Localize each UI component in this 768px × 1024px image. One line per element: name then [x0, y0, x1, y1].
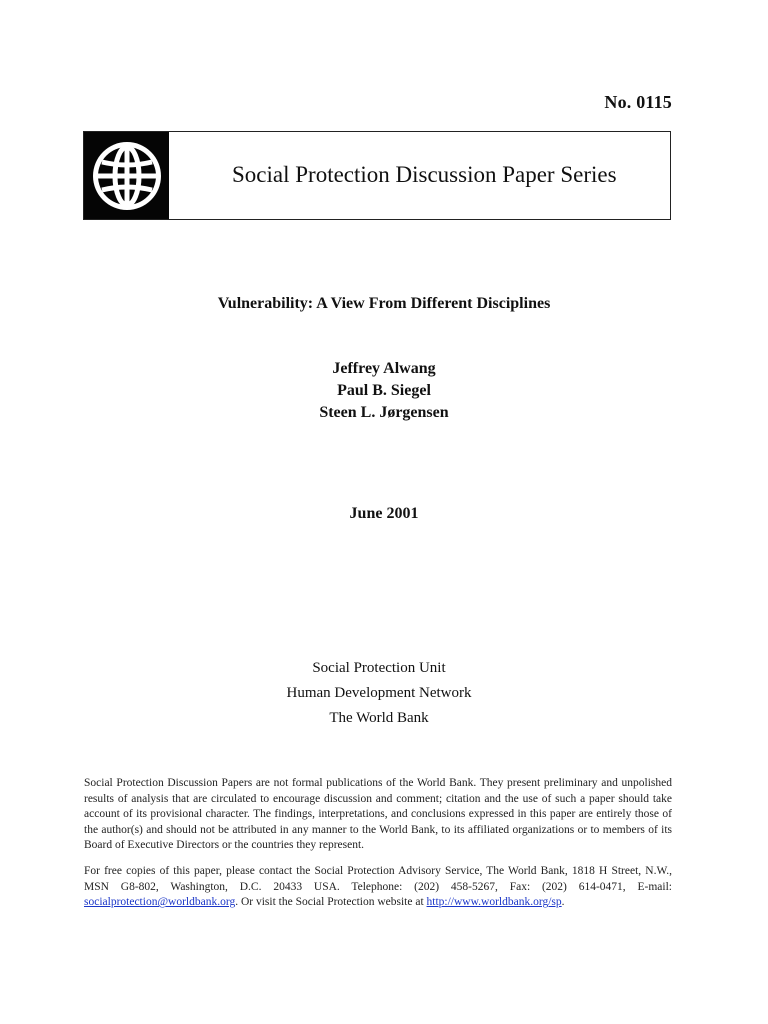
author-list	[0, 358, 768, 424]
author-name: Paul B. Siegel	[337, 382, 431, 399]
logo-block	[84, 132, 169, 219]
world-bank-globe-icon	[89, 138, 165, 214]
contact-text	[84, 864, 672, 911]
organization-block	[0, 656, 758, 731]
paper-number: No. 0115	[604, 92, 672, 112]
contact-text-before: For free copies of this paper, please contact the Social Protection Advisory Service, The World Bank, 1818 H Street, N.W., MSN G8-802, Washington, D.C. 20433 USA. Telephone: (202) 458-5267, Fax: (202) 614-0471, E-mail:	[84, 865, 672, 893]
contact-text-middle: . Or visit the Social Protection website at	[235, 896, 427, 909]
organization-unit: Social Protection Unit	[312, 660, 446, 676]
author-name: Jeffrey Alwang	[332, 360, 436, 377]
organization-network: Human Development Network	[286, 685, 472, 701]
website-link[interactable]: http://www.worldbank.org/sp	[426, 896, 562, 909]
disclaimer-text: Social Protection Discussion Papers are not formal publications of the World Bank. They present preliminary and unpolished results of analysis that are circulated to encourage discussion and comment; citation and the use of such a paper should take account of its provisional character. The findings, interpretations, and conclusions expressed in this paper are entirely those of the author(s) and should not be attributed in any manner to the World Bank, to its affiliated organizations or to members of its Board of Executive Directors or the countries they represent.	[84, 777, 672, 852]
email-link[interactable]: socialprotection@worldbank.org	[84, 896, 236, 909]
organization-name: The World Bank	[329, 710, 429, 726]
series-title: Social Protection Discussion Paper Series	[232, 162, 617, 187]
author-name: Steen L. Jørgensen	[319, 404, 449, 421]
paper-title: Vulnerability: A View From Different Disciplines	[217, 295, 551, 312]
contact-text-after: .	[561, 896, 565, 909]
series-header-box	[83, 131, 671, 220]
publication-date: June 2001	[349, 505, 419, 522]
